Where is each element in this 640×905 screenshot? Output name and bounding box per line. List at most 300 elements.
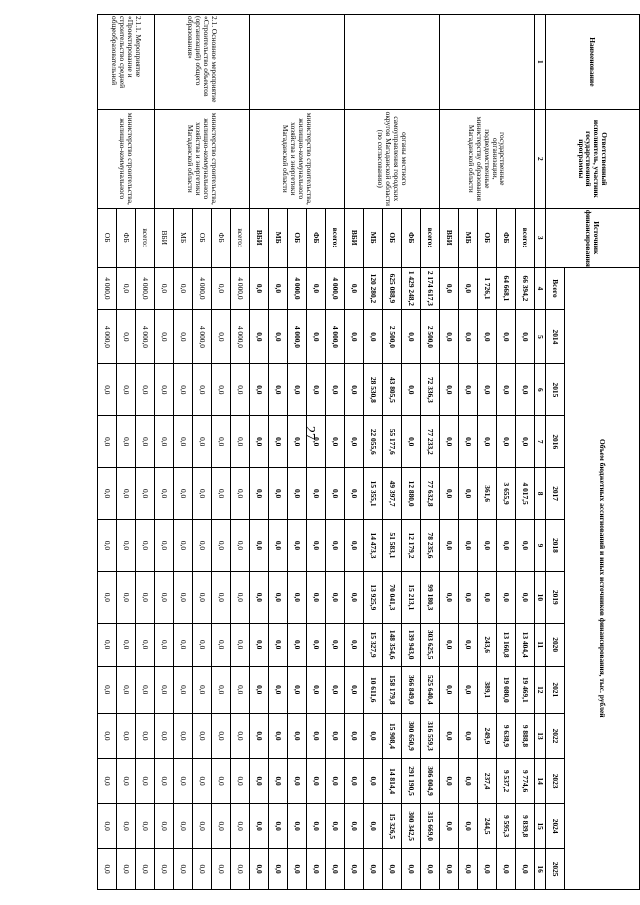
- value-cell: 244,5: [478, 804, 497, 849]
- value-cell: 0,0: [269, 364, 288, 416]
- value-cell: 0,0: [136, 849, 155, 890]
- value-cell: 9 774,6: [516, 759, 535, 804]
- value-cell: 0,0: [326, 759, 345, 804]
- value-cell: 0,0: [288, 468, 307, 520]
- value-cell: 19 469,1: [516, 666, 535, 713]
- value-cell: 0,0: [440, 571, 459, 623]
- row-source: ОБ: [288, 208, 307, 267]
- value-cell: 0,0: [345, 666, 364, 713]
- value-cell: 13 925,9: [364, 571, 383, 623]
- value-cell: 0,0: [459, 416, 478, 468]
- header-funding: Объем бюджетных ассигнований и иных источников финансирования, тыс. рублей: [565, 267, 640, 889]
- value-cell: 0,0: [231, 416, 250, 468]
- value-cell: 0,0: [440, 623, 459, 666]
- value-cell: 303 625,5: [421, 623, 440, 666]
- value-cell: 0,0: [155, 267, 174, 310]
- page-number: 27: [302, 426, 317, 440]
- value-cell: 0,0: [193, 666, 212, 713]
- value-cell: 0,0: [117, 571, 136, 623]
- value-cell: 4 000,0: [288, 310, 307, 364]
- row-name: 2.1. Основное мероприятие «Строительство объектов (организаций) общего образования»: [155, 15, 250, 110]
- value-cell: 0,0: [459, 310, 478, 364]
- header-year-2015: 2015: [546, 364, 565, 416]
- value-cell: 0,0: [288, 571, 307, 623]
- value-cell: 0,0: [288, 520, 307, 572]
- value-cell: 0,0: [174, 623, 193, 666]
- value-cell: 0,0: [307, 759, 326, 804]
- value-cell: 0,0: [269, 623, 288, 666]
- value-cell: 0,0: [459, 623, 478, 666]
- value-cell: 0,0: [288, 416, 307, 468]
- value-cell: 1 726,1: [478, 267, 497, 310]
- value-cell: 0,0: [402, 310, 421, 364]
- column-number: 1: [535, 15, 546, 110]
- value-cell: 14 473,3: [364, 520, 383, 572]
- value-cell: 0,0: [421, 849, 440, 890]
- value-cell: 0,0: [497, 310, 516, 364]
- value-cell: 0,0: [117, 310, 136, 364]
- value-cell: 158 179,8: [383, 666, 402, 713]
- value-cell: 0,0: [364, 804, 383, 849]
- value-cell: 0,0: [98, 468, 117, 520]
- value-cell: 0,0: [98, 666, 117, 713]
- value-cell: 0,0: [307, 571, 326, 623]
- column-number: 14: [535, 759, 546, 804]
- value-cell: 0,0: [250, 623, 269, 666]
- row-source: ОБ: [98, 208, 117, 267]
- row-source: ВБИ: [250, 208, 269, 267]
- value-cell: 0,0: [269, 267, 288, 310]
- value-cell: 0,0: [516, 520, 535, 572]
- value-cell: 0,0: [174, 713, 193, 758]
- header-year-2024: 2024: [546, 804, 565, 849]
- value-cell: 0,0: [155, 571, 174, 623]
- value-cell: 15 355,1: [364, 468, 383, 520]
- value-cell: 0,0: [459, 520, 478, 572]
- value-cell: 0,0: [440, 849, 459, 890]
- row-source: ОБ: [478, 208, 497, 267]
- value-cell: 0,0: [250, 520, 269, 572]
- value-cell: 525 640,4: [421, 666, 440, 713]
- value-cell: 0,0: [98, 759, 117, 804]
- value-cell: 0,0: [269, 468, 288, 520]
- value-cell: 0,0: [250, 468, 269, 520]
- value-cell: 0,0: [117, 267, 136, 310]
- value-cell: 0,0: [136, 571, 155, 623]
- value-cell: 0,0: [98, 623, 117, 666]
- value-cell: 0,0: [212, 468, 231, 520]
- value-cell: 0,0: [136, 364, 155, 416]
- value-cell: 4 000,0: [326, 267, 345, 310]
- value-cell: 300 342,5: [402, 804, 421, 849]
- row-executor: министерство строительства, жилищно-коммунального: [98, 109, 155, 208]
- value-cell: 0,0: [193, 520, 212, 572]
- value-cell: 9 888,8: [516, 713, 535, 758]
- header-year-2019: 2019: [546, 571, 565, 623]
- value-cell: 389,1: [478, 666, 497, 713]
- value-cell: 243,6: [478, 623, 497, 666]
- value-cell: 0,0: [269, 759, 288, 804]
- value-cell: 0,0: [250, 666, 269, 713]
- value-cell: 9 839,8: [516, 804, 535, 849]
- value-cell: 0,0: [231, 759, 250, 804]
- value-cell: 0,0: [212, 713, 231, 758]
- value-cell: 66 394,2: [516, 267, 535, 310]
- value-cell: 4 000,0: [136, 267, 155, 310]
- value-cell: 0,0: [212, 804, 231, 849]
- column-number: 16: [535, 849, 546, 890]
- value-cell: 0,0: [478, 310, 497, 364]
- value-cell: 0,0: [307, 364, 326, 416]
- value-cell: 0,0: [212, 571, 231, 623]
- value-cell: 0,0: [193, 849, 212, 890]
- value-cell: 0,0: [497, 416, 516, 468]
- value-cell: 0,0: [288, 759, 307, 804]
- value-cell: 0,0: [250, 804, 269, 849]
- header-source: Источник финансирования: [546, 208, 640, 267]
- value-cell: 0,0: [402, 849, 421, 890]
- value-cell: 0,0: [326, 713, 345, 758]
- column-number: 6: [535, 364, 546, 416]
- value-cell: 0,0: [326, 666, 345, 713]
- value-cell: 0,0: [193, 571, 212, 623]
- value-cell: 0,0: [459, 804, 478, 849]
- value-cell: 0,0: [136, 623, 155, 666]
- value-cell: 0,0: [136, 520, 155, 572]
- value-cell: 0,0: [117, 713, 136, 758]
- value-cell: 0,0: [345, 310, 364, 364]
- value-cell: 0,0: [212, 666, 231, 713]
- column-number: 8: [535, 468, 546, 520]
- row-source: ФБ: [497, 208, 516, 267]
- value-cell: 0,0: [326, 468, 345, 520]
- value-cell: 13 160,8: [497, 623, 516, 666]
- value-cell: 0,0: [288, 804, 307, 849]
- value-cell: 0,0: [269, 713, 288, 758]
- value-cell: 0,0: [307, 804, 326, 849]
- value-cell: 0,0: [478, 520, 497, 572]
- value-cell: 0,0: [117, 759, 136, 804]
- value-cell: 0,0: [98, 571, 117, 623]
- value-cell: 315 669,0: [421, 804, 440, 849]
- value-cell: 19 080,0: [497, 666, 516, 713]
- value-cell: 0,0: [440, 666, 459, 713]
- value-cell: 120 280,2: [364, 267, 383, 310]
- row-name: [440, 15, 535, 110]
- value-cell: 0,0: [231, 849, 250, 890]
- row-source: МБ: [459, 208, 478, 267]
- value-cell: 0,0: [231, 713, 250, 758]
- header-year-2020: 2020: [546, 623, 565, 666]
- value-cell: 4 000,0: [98, 310, 117, 364]
- value-cell: 0,0: [345, 804, 364, 849]
- value-cell: 0,0: [288, 849, 307, 890]
- value-cell: 0,0: [269, 849, 288, 890]
- value-cell: 12 179,2: [402, 520, 421, 572]
- column-number: 9: [535, 520, 546, 572]
- header-name: Наименование: [546, 15, 640, 110]
- value-cell: 77 632,8: [421, 468, 440, 520]
- value-cell: 0,0: [497, 520, 516, 572]
- column-number: 13: [535, 713, 546, 758]
- header-year-2018: 2018: [546, 520, 565, 572]
- value-cell: 0,0: [459, 849, 478, 890]
- value-cell: 72 336,3: [421, 364, 440, 416]
- value-cell: 0,0: [459, 759, 478, 804]
- value-cell: 0,0: [231, 666, 250, 713]
- value-cell: 55 177,6: [383, 416, 402, 468]
- value-cell: 9 537,2: [497, 759, 516, 804]
- value-cell: 249,9: [478, 713, 497, 758]
- row-source: ОБ: [383, 208, 402, 267]
- value-cell: 0,0: [155, 666, 174, 713]
- row-source: ФБ: [402, 208, 421, 267]
- value-cell: 0,0: [193, 713, 212, 758]
- value-cell: 0,0: [497, 364, 516, 416]
- row-executor: органы местного самоуправления городских округов Магаданской области (по согласованию): [345, 109, 440, 208]
- row-source: ФБ: [307, 208, 326, 267]
- value-cell: 0,0: [345, 520, 364, 572]
- value-cell: 64 668,1: [497, 267, 516, 310]
- value-cell: 0,0: [307, 416, 326, 468]
- value-cell: 0,0: [345, 759, 364, 804]
- column-number: 2: [535, 109, 546, 208]
- row-source: ОБ: [193, 208, 212, 267]
- value-cell: 0,0: [174, 849, 193, 890]
- column-number-row: [535, 15, 546, 890]
- value-cell: 4 017,5: [516, 468, 535, 520]
- value-cell: 0,0: [174, 520, 193, 572]
- value-cell: 0,0: [364, 713, 383, 758]
- value-cell: 0,0: [440, 713, 459, 758]
- value-cell: 237,4: [478, 759, 497, 804]
- value-cell: 0,0: [117, 849, 136, 890]
- value-cell: 0,0: [193, 416, 212, 468]
- value-cell: 0,0: [155, 310, 174, 364]
- value-cell: 0,0: [155, 520, 174, 572]
- value-cell: 1 429 248,2: [402, 267, 421, 310]
- value-cell: 0,0: [459, 571, 478, 623]
- value-cell: 148 354,6: [383, 623, 402, 666]
- value-cell: 0,0: [155, 364, 174, 416]
- value-cell: 4 000,0: [288, 267, 307, 310]
- value-cell: 0,0: [269, 310, 288, 364]
- value-cell: 0,0: [326, 571, 345, 623]
- table-row: [231, 15, 250, 890]
- value-cell: 0,0: [345, 267, 364, 310]
- row-source: ВБИ: [345, 208, 364, 267]
- column-number: 10: [535, 571, 546, 623]
- value-cell: 0,0: [478, 364, 497, 416]
- value-cell: 0,0: [98, 849, 117, 890]
- value-cell: 361,6: [478, 468, 497, 520]
- value-cell: 0,0: [516, 310, 535, 364]
- row-executor: государственные организации, подведомственные министерству образования Магаданской области: [440, 109, 535, 208]
- value-cell: 139 943,0: [402, 623, 421, 666]
- value-cell: 0,0: [174, 804, 193, 849]
- value-cell: 0,0: [497, 571, 516, 623]
- value-cell: 0,0: [231, 364, 250, 416]
- row-name: 2.1.1. Мероприятие «Проектирование и строительство средней общеобразовательной: [98, 15, 155, 110]
- value-cell: 0,0: [440, 804, 459, 849]
- row-source: МБ: [269, 208, 288, 267]
- value-cell: 0,0: [155, 416, 174, 468]
- value-cell: 0,0: [307, 713, 326, 758]
- value-cell: 0,0: [117, 666, 136, 713]
- row-name: [345, 15, 440, 110]
- value-cell: 0,0: [440, 310, 459, 364]
- value-cell: 0,0: [516, 849, 535, 890]
- value-cell: 22 055,6: [364, 416, 383, 468]
- value-cell: 0,0: [459, 713, 478, 758]
- value-cell: 10 611,6: [364, 666, 383, 713]
- value-cell: 9 595,3: [497, 804, 516, 849]
- value-cell: 4 000,0: [231, 310, 250, 364]
- value-cell: 28 530,8: [364, 364, 383, 416]
- value-cell: 0,0: [307, 849, 326, 890]
- value-cell: 0,0: [402, 364, 421, 416]
- column-number: 5: [535, 310, 546, 364]
- value-cell: 0,0: [250, 364, 269, 416]
- value-cell: 0,0: [117, 468, 136, 520]
- value-cell: 0,0: [440, 364, 459, 416]
- row-source: ФБ: [117, 208, 136, 267]
- value-cell: 0,0: [288, 623, 307, 666]
- value-cell: 0,0: [193, 468, 212, 520]
- value-cell: 13 404,4: [516, 623, 535, 666]
- value-cell: 0,0: [459, 267, 478, 310]
- value-cell: 0,0: [440, 416, 459, 468]
- value-cell: 0,0: [516, 364, 535, 416]
- row-source: всего:: [326, 208, 345, 267]
- value-cell: 0,0: [364, 310, 383, 364]
- value-cell: 0,0: [345, 468, 364, 520]
- row-source: всего:: [516, 208, 535, 267]
- value-cell: 0,0: [288, 713, 307, 758]
- value-cell: 2 174 617,3: [421, 267, 440, 310]
- row-name: [250, 15, 345, 110]
- value-cell: 0,0: [345, 571, 364, 623]
- value-cell: 0,0: [326, 520, 345, 572]
- value-cell: 0,0: [364, 759, 383, 804]
- value-cell: 12 880,0: [402, 468, 421, 520]
- value-cell: 0,0: [250, 571, 269, 623]
- value-cell: 0,0: [250, 849, 269, 890]
- value-cell: 0,0: [155, 713, 174, 758]
- value-cell: 0,0: [307, 310, 326, 364]
- table-row: [516, 15, 535, 890]
- value-cell: 0,0: [193, 804, 212, 849]
- value-cell: 4 000,0: [98, 267, 117, 310]
- value-cell: 0,0: [212, 267, 231, 310]
- value-cell: 14 814,4: [383, 759, 402, 804]
- value-cell: 99 180,3: [421, 571, 440, 623]
- value-cell: 0,0: [288, 364, 307, 416]
- value-cell: 0,0: [307, 623, 326, 666]
- value-cell: 0,0: [155, 759, 174, 804]
- row-source: МБ: [364, 208, 383, 267]
- value-cell: 0,0: [307, 468, 326, 520]
- value-cell: 0,0: [98, 804, 117, 849]
- value-cell: 0,0: [326, 804, 345, 849]
- header-year-2021: 2021: [546, 666, 565, 713]
- column-number: 11: [535, 623, 546, 666]
- value-cell: 0,0: [136, 666, 155, 713]
- header-year-2022: 2022: [546, 713, 565, 758]
- value-cell: 0,0: [155, 468, 174, 520]
- value-cell: 0,0: [174, 310, 193, 364]
- value-cell: 0,0: [231, 804, 250, 849]
- value-cell: 78 235,6: [421, 520, 440, 572]
- value-cell: 0,0: [136, 468, 155, 520]
- value-cell: 306 004,9: [421, 759, 440, 804]
- value-cell: 0,0: [326, 364, 345, 416]
- value-cell: 0,0: [174, 364, 193, 416]
- value-cell: 0,0: [345, 623, 364, 666]
- value-cell: 0,0: [117, 623, 136, 666]
- value-cell: 0,0: [98, 713, 117, 758]
- value-cell: 0,0: [269, 666, 288, 713]
- value-cell: 0,0: [117, 520, 136, 572]
- value-cell: 0,0: [98, 520, 117, 572]
- value-cell: 0,0: [402, 416, 421, 468]
- value-cell: 0,0: [459, 666, 478, 713]
- value-cell: 0,0: [212, 364, 231, 416]
- value-cell: 0,0: [193, 759, 212, 804]
- value-cell: 0,0: [440, 267, 459, 310]
- row-executor: министерство строительства, жилищно-коммунального хозяйства и энергетики Магаданской области: [250, 109, 345, 208]
- value-cell: 0,0: [174, 666, 193, 713]
- value-cell: 0,0: [345, 713, 364, 758]
- value-cell: 77 233,2: [421, 416, 440, 468]
- value-cell: 0,0: [440, 759, 459, 804]
- value-cell: 0,0: [478, 849, 497, 890]
- table-row: [326, 15, 345, 890]
- header-year-2023: 2023: [546, 759, 565, 804]
- value-cell: 0,0: [231, 520, 250, 572]
- value-cell: 0,0: [174, 416, 193, 468]
- value-cell: 15 326,5: [383, 804, 402, 849]
- value-cell: 0,0: [269, 804, 288, 849]
- value-cell: 49 397,7: [383, 468, 402, 520]
- value-cell: 0,0: [193, 364, 212, 416]
- value-cell: 0,0: [345, 416, 364, 468]
- value-cell: 0,0: [364, 849, 383, 890]
- header-executor: Ответственный исполнитель, участник государственной программы: [546, 109, 640, 208]
- value-cell: 0,0: [250, 713, 269, 758]
- rotated-table-container: [86, 14, 640, 890]
- value-cell: 0,0: [478, 416, 497, 468]
- value-cell: 0,0: [269, 571, 288, 623]
- value-cell: 625 088,9: [383, 267, 402, 310]
- value-cell: 0,0: [269, 416, 288, 468]
- value-cell: 0,0: [212, 520, 231, 572]
- value-cell: 0,0: [345, 364, 364, 416]
- value-cell: 15 213,1: [402, 571, 421, 623]
- value-cell: 15 327,9: [364, 623, 383, 666]
- row-source: всего:: [136, 208, 155, 267]
- value-cell: 3 655,9: [497, 468, 516, 520]
- value-cell: 0,0: [174, 571, 193, 623]
- value-cell: 0,0: [326, 416, 345, 468]
- value-cell: 0,0: [136, 759, 155, 804]
- value-cell: 4 000,0: [231, 267, 250, 310]
- value-cell: 0,0: [231, 623, 250, 666]
- value-cell: 15 908,4: [383, 713, 402, 758]
- row-source: всего:: [231, 208, 250, 267]
- value-cell: 0,0: [459, 468, 478, 520]
- value-cell: 4 000,0: [326, 310, 345, 364]
